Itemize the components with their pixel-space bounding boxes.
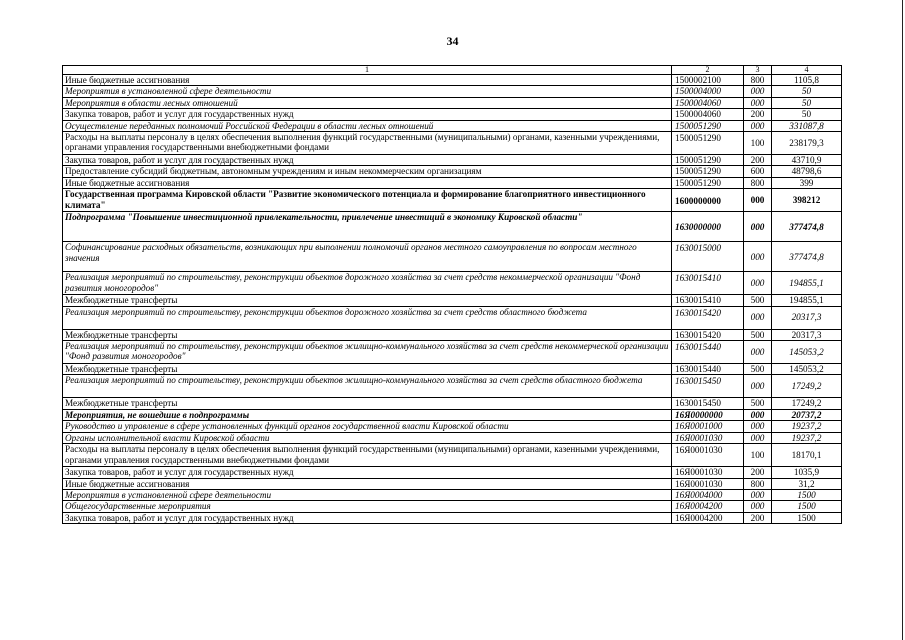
- row-name-cell: Иные бюджетные ассигнования: [63, 478, 672, 489]
- row-name-cell: Реализация мероприятий по строительству, реконструкции объектов дорожного хозяйства за счет средств некоммерческой организации "Фонд развития моногородов": [63, 272, 672, 295]
- table-row: [63, 409, 842, 420]
- row-type-cell: 800: [744, 75, 772, 86]
- page-edge-line: [902, 0, 903, 640]
- row-name-cell: Софинансирование расходных обязательств, возникающих при выполнении полномочий органов местного самоуправления по вопросам местного значения: [63, 242, 672, 272]
- row-amount-cell: 19237,2: [772, 432, 842, 443]
- row-name-cell: Закупка товаров, работ и услуг для государственных нужд: [63, 155, 672, 166]
- row-code-cell: 1630015450: [672, 375, 744, 398]
- row-code-cell: 1500004060: [672, 109, 744, 120]
- row-name-cell: Иные бюджетные ассигнования: [63, 75, 672, 86]
- page-number: 34: [446, 34, 459, 48]
- row-code-cell: 1500004000: [672, 86, 744, 97]
- row-type-cell: 100: [744, 132, 772, 155]
- row-name-cell: Реализация мероприятий по строительству, реконструкции объектов дорожного хозяйства за счет средств областного бюджета: [63, 306, 672, 329]
- row-code-cell: 16Я0000000: [672, 409, 744, 420]
- row-type-cell: 200: [744, 467, 772, 478]
- row-code-cell: 1500004060: [672, 97, 744, 108]
- table-row: [63, 75, 842, 86]
- row-code-cell: 16Я0001000: [672, 421, 744, 432]
- row-amount-cell: 1500: [772, 489, 842, 500]
- row-code-cell: 1630015000: [672, 242, 744, 272]
- row-type-cell: 200: [744, 512, 772, 523]
- row-amount-cell: 399: [772, 177, 842, 188]
- table-row: [63, 295, 842, 306]
- row-amount-cell: 18170,1: [772, 444, 842, 467]
- row-name-cell: Межбюджетные трансферты: [63, 398, 672, 409]
- row-code-cell: 1500051290: [672, 166, 744, 177]
- row-name-cell: Расходы на выплаты персоналу в целях обеспечения выполнения функций государственными (муниципальными) органами, казенными учреждениями, органами управления государственными внебюджетными фондами: [63, 132, 672, 155]
- table-header-row: [63, 66, 842, 75]
- row-name-cell: Подпрограмма "Повышение инвестиционной привлекательности, привлечение инвестиций в экономику Кировской области": [63, 212, 672, 242]
- row-code-cell: 1500051290: [672, 132, 744, 155]
- table-row: [63, 489, 842, 500]
- table-row: [63, 364, 842, 375]
- row-type-cell: 000: [744, 409, 772, 420]
- row-amount-cell: 145053,2: [772, 364, 842, 375]
- row-type-cell: 200: [744, 155, 772, 166]
- row-type-cell: 000: [744, 306, 772, 329]
- row-code-cell: 16Я0001030: [672, 444, 744, 467]
- row-code-cell: 1500051290: [672, 177, 744, 188]
- table-row: [63, 272, 842, 295]
- row-type-cell: 000: [744, 120, 772, 131]
- row-code-cell: 1630015450: [672, 398, 744, 409]
- row-name-cell: Мероприятия в области лесных отношений: [63, 97, 672, 108]
- row-name-cell: Органы исполнительной власти Кировской области: [63, 432, 672, 443]
- row-amount-cell: 31,2: [772, 478, 842, 489]
- row-name-cell: Мероприятия, не вошедшие в подпрограммы: [63, 409, 672, 420]
- table-row: [63, 189, 842, 212]
- row-code-cell: 1630015440: [672, 341, 744, 364]
- row-name-cell: Осуществление переданных полномочий Российской Федерации в области лесных отношений: [63, 120, 672, 131]
- row-code-cell: 1630015440: [672, 364, 744, 375]
- table-row: [63, 132, 842, 155]
- row-name-cell: Межбюджетные трансферты: [63, 295, 672, 306]
- table-row: [63, 120, 842, 131]
- row-amount-cell: 1105,8: [772, 75, 842, 86]
- table-row: [63, 432, 842, 443]
- table-row: [63, 467, 842, 478]
- row-name-cell: Руководство и управление в сфере установленных функций органов государственной власти Кировской области: [63, 421, 672, 432]
- table-row: [63, 166, 842, 177]
- row-name-cell: Закупка товаров, работ и услуг для государственных нужд: [63, 109, 672, 120]
- row-code-cell: 16Я0004200: [672, 512, 744, 523]
- table-row: [63, 478, 842, 489]
- header-cell-2: 2: [672, 66, 744, 75]
- row-type-cell: 000: [744, 212, 772, 242]
- table-row: [63, 341, 842, 364]
- row-type-cell: 500: [744, 295, 772, 306]
- row-amount-cell: 50: [772, 97, 842, 108]
- row-name-cell: Межбюджетные трансферты: [63, 364, 672, 375]
- row-amount-cell: 20317,3: [772, 329, 842, 340]
- row-amount-cell: 238179,3: [772, 132, 842, 155]
- row-type-cell: 200: [744, 109, 772, 120]
- row-name-cell: Государственная программа Кировской области "Развитие экономического потенциала и формирование благоприятного инвестиционного климата": [63, 189, 672, 212]
- row-code-cell: 1500051290: [672, 155, 744, 166]
- row-amount-cell: 50: [772, 109, 842, 120]
- row-name-cell: Иные бюджетные ассигнования: [63, 177, 672, 188]
- row-name-cell: Реализация мероприятий по строительству, реконструкции объектов жилищно-коммунального хозяйства за счет средств областного бюджета: [63, 375, 672, 398]
- row-amount-cell: 43710,9: [772, 155, 842, 166]
- row-name-cell: Предоставление субсидий бюджетным, автономным учреждениям и иным некоммерческим организациям: [63, 166, 672, 177]
- row-code-cell: 1630015420: [672, 329, 744, 340]
- row-name-cell: Расходы на выплаты персоналу в целях обеспечения выполнения функций государственными (муниципальными) органами, казенными учреждениями, органами управления государственными внебюджетными фондами: [63, 444, 672, 467]
- row-type-cell: 000: [744, 501, 772, 512]
- row-type-cell: 000: [744, 97, 772, 108]
- row-type-cell: 600: [744, 166, 772, 177]
- row-amount-cell: 194855,1: [772, 295, 842, 306]
- row-amount-cell: 145053,2: [772, 341, 842, 364]
- table-row: [63, 421, 842, 432]
- row-amount-cell: 20317,3: [772, 306, 842, 329]
- row-code-cell: 16Я0001030: [672, 478, 744, 489]
- table-row: [63, 155, 842, 166]
- row-code-cell: 1630015420: [672, 306, 744, 329]
- row-type-cell: 800: [744, 177, 772, 188]
- row-amount-cell: 20737,2: [772, 409, 842, 420]
- table-row: [63, 444, 842, 467]
- row-type-cell: 000: [744, 341, 772, 364]
- table-row: [63, 97, 842, 108]
- row-code-cell: 16Я0001030: [672, 467, 744, 478]
- table-row: [63, 242, 842, 272]
- row-name-cell: Мероприятия в установленной сфере деятельности: [63, 489, 672, 500]
- row-code-cell: 1500051290: [672, 120, 744, 131]
- row-type-cell: 500: [744, 329, 772, 340]
- row-amount-cell: 1035,9: [772, 467, 842, 478]
- row-type-cell: 500: [744, 398, 772, 409]
- row-amount-cell: 19237,2: [772, 421, 842, 432]
- row-amount-cell: 48798,6: [772, 166, 842, 177]
- row-amount-cell: 398212: [772, 189, 842, 212]
- row-name-cell: Мероприятия в установленной сфере деятельности: [63, 86, 672, 97]
- row-amount-cell: 331087,8: [772, 120, 842, 131]
- row-name-cell: Общегосударственные мероприятия: [63, 501, 672, 512]
- row-type-cell: 000: [744, 272, 772, 295]
- row-name-cell: Закупка товаров, работ и услуг для государственных нужд: [63, 467, 672, 478]
- row-name-cell: Закупка товаров, работ и услуг для государственных нужд: [63, 512, 672, 523]
- row-amount-cell: 377474,8: [772, 212, 842, 242]
- row-type-cell: 000: [744, 432, 772, 443]
- row-type-cell: 000: [744, 375, 772, 398]
- row-type-cell: 100: [744, 444, 772, 467]
- row-amount-cell: 1500: [772, 501, 842, 512]
- row-code-cell: 16Я0001030: [672, 432, 744, 443]
- table-row: [63, 375, 842, 398]
- table-row: [63, 306, 842, 329]
- row-amount-cell: 50: [772, 86, 842, 97]
- table-row: [63, 212, 842, 242]
- row-name-cell: Межбюджетные трансферты: [63, 329, 672, 340]
- header-cell-1: 1: [63, 66, 672, 75]
- row-code-cell: 1600000000: [672, 189, 744, 212]
- budget-table: [62, 65, 842, 524]
- row-type-cell: 000: [744, 489, 772, 500]
- row-amount-cell: 1500: [772, 512, 842, 523]
- table-row: [63, 501, 842, 512]
- row-amount-cell: 17249,2: [772, 375, 842, 398]
- row-code-cell: 1500002100: [672, 75, 744, 86]
- table-row: [63, 177, 842, 188]
- row-type-cell: 000: [744, 189, 772, 212]
- table-row: [63, 329, 842, 340]
- row-code-cell: 1630015410: [672, 272, 744, 295]
- row-code-cell: 1630015410: [672, 295, 744, 306]
- table-row: [63, 512, 842, 523]
- row-code-cell: 16Я0004200: [672, 501, 744, 512]
- row-type-cell: 000: [744, 86, 772, 97]
- row-type-cell: 500: [744, 364, 772, 375]
- row-amount-cell: 17249,2: [772, 398, 842, 409]
- table-row: [63, 398, 842, 409]
- table-row: [63, 86, 842, 97]
- row-type-cell: 000: [744, 421, 772, 432]
- row-code-cell: 16Я0004000: [672, 489, 744, 500]
- row-type-cell: 800: [744, 478, 772, 489]
- row-name-cell: Реализация мероприятий по строительству, реконструкции объектов жилищно-коммунального хозяйства за счет средств некоммерческой организации "Фонд развития моногородов": [63, 341, 672, 364]
- table-row: [63, 109, 842, 120]
- row-code-cell: 1630000000: [672, 212, 744, 242]
- row-type-cell: 000: [744, 242, 772, 272]
- row-amount-cell: 194855,1: [772, 272, 842, 295]
- header-cell-3: 3: [744, 66, 772, 75]
- row-amount-cell: 377474,8: [772, 242, 842, 272]
- header-cell-4: 4: [772, 66, 842, 75]
